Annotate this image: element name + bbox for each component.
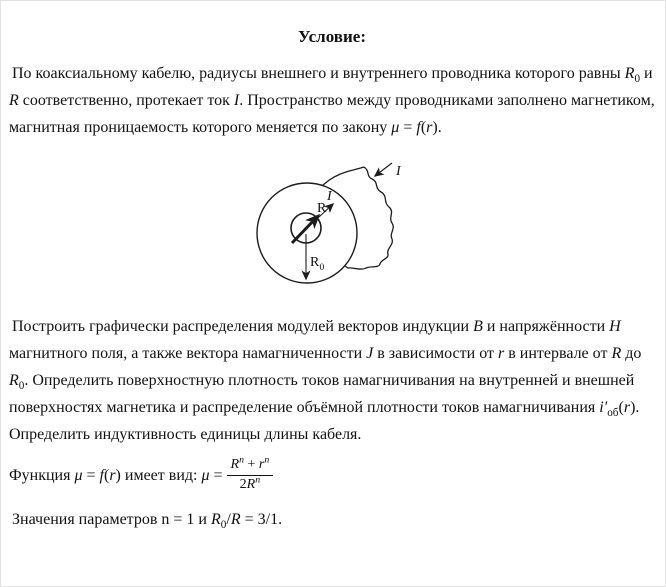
coaxial-cable-figure	[251, 154, 426, 304]
text-segment: (	[618, 399, 624, 416]
text-segment: 2	[239, 476, 247, 492]
text-segment: Значения параметров n = 1 и	[12, 510, 211, 528]
coaxial-cable-diagram	[251, 154, 426, 304]
text-segment: μ	[201, 466, 210, 484]
text-segment: до	[621, 345, 642, 362]
text-segment: R	[9, 372, 19, 389]
text-segment: /	[226, 510, 231, 528]
text-segment: соответственно, протекает ток	[18, 92, 234, 109]
text-segment: f	[99, 466, 104, 484]
text-segment: r	[426, 119, 433, 136]
text-segment: Функция	[9, 466, 75, 484]
text-segment: B	[473, 318, 483, 335]
text-segment: =	[399, 119, 417, 136]
text-segment: (	[103, 466, 110, 484]
mu-function-intro	[9, 462, 223, 489]
text-segment: H	[609, 318, 621, 335]
inner-radius-label: R	[317, 201, 327, 216]
text-segment: μ	[74, 466, 83, 484]
text-segment: в интервале от	[504, 345, 612, 362]
problem-statement-paragraph	[9, 60, 655, 141]
cylinder-top-edge	[323, 167, 364, 185]
text-segment: r	[258, 457, 265, 472]
text-segment: =	[82, 466, 100, 484]
text-segment: r	[109, 466, 116, 484]
text-segment: и напряжённости	[482, 318, 610, 335]
text-segment: f	[416, 119, 421, 136]
text-segment: R	[624, 65, 635, 82]
outer-current-arrow	[375, 163, 392, 176]
text-segment: и	[640, 65, 653, 82]
text-segment: 0	[634, 73, 641, 86]
text-segment: n	[264, 454, 270, 466]
text-segment: =	[209, 466, 223, 484]
text-segment: r	[623, 399, 631, 416]
text-segment: R	[611, 345, 622, 362]
text-segment: Построить графически распределения модулей векторов индукции	[12, 318, 474, 335]
inner-current-label: I	[327, 189, 332, 204]
text-segment: )	[630, 399, 636, 416]
fraction-numerator	[227, 454, 274, 476]
text-segment: r	[497, 345, 505, 362]
text-segment: 0	[220, 518, 227, 531]
text-segment: R	[9, 92, 19, 109]
text-segment: n	[239, 454, 244, 466]
text-segment: I	[233, 92, 240, 109]
text-segment: . Пространство между проводниками заполнено магнетиком, магнитная проницаемость которого меняется по закону	[9, 92, 655, 136]
outer-radius-label-sub: 0	[319, 263, 325, 273]
text-segment: ).	[432, 119, 442, 136]
mu-fraction	[227, 454, 274, 494]
text-segment: ) имеет вид:	[115, 466, 202, 484]
text-segment: магнитного поля, а также вектора намагниченности	[9, 345, 367, 362]
fraction-denominator	[227, 476, 274, 494]
outer-current-label: I	[396, 164, 401, 179]
text-segment: . Определить поверхностную плотность токов намагничивания на внутренней и внешней поверхностях магнетика и распределение объёмной плотности токов намагничивания	[9, 372, 635, 416]
text-segment: в зависимости от	[373, 345, 498, 362]
tasks-paragraph	[9, 313, 655, 448]
outer-conductor-circle	[257, 183, 357, 283]
text-segment: . Определить индуктивность единицы длины кабеля.	[9, 399, 640, 443]
text-segment: об	[607, 407, 619, 420]
text-segment: +	[244, 457, 259, 472]
text-segment: J	[366, 345, 374, 362]
text-segment: R	[230, 510, 241, 528]
text-segment: R	[230, 457, 240, 472]
text-segment: μ	[391, 119, 400, 136]
parameters-line	[9, 506, 655, 533]
text-segment: = 3/1.	[240, 510, 283, 528]
text-segment: i′	[599, 399, 608, 416]
outer-radius-label: R	[310, 255, 320, 270]
page-title: Условие:	[298, 27, 366, 46]
text-segment: n	[255, 474, 261, 486]
text-segment: R	[246, 476, 256, 492]
text-segment: По коаксиальному кабелю, радиусы внешнего и внутреннего проводника которого равны	[12, 65, 625, 82]
text-segment: (	[420, 119, 427, 136]
inner-current-arrow	[292, 216, 318, 243]
text-segment: R	[211, 510, 221, 528]
text-segment: 0	[18, 380, 25, 393]
mu-function-line	[9, 454, 655, 494]
